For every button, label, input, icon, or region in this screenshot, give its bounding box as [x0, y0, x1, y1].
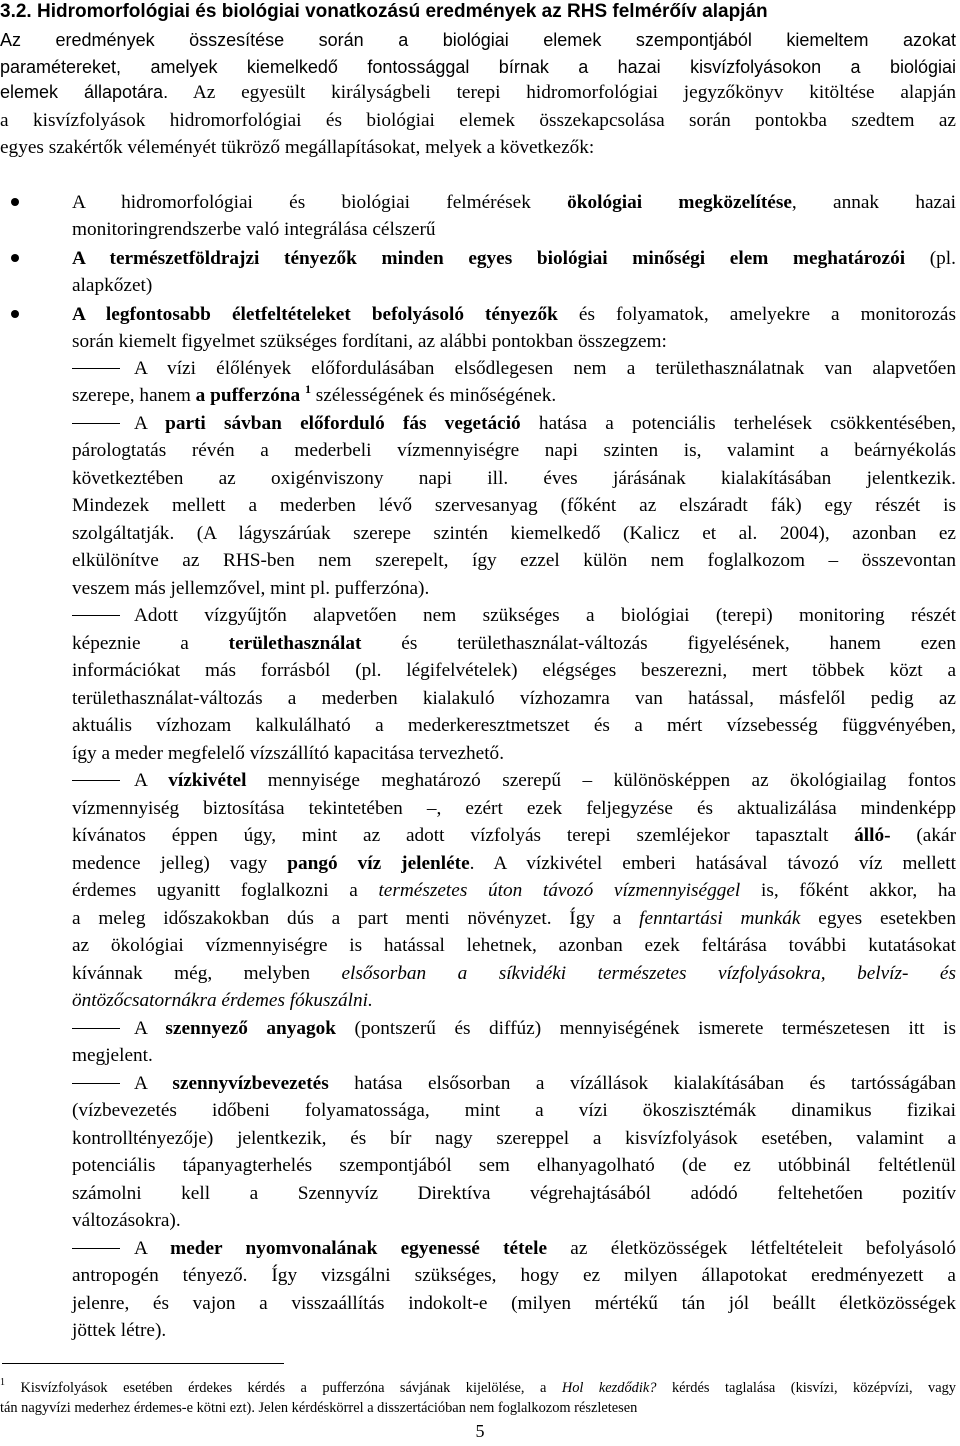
dash-icon: [72, 615, 120, 617]
dash-icon: [72, 423, 120, 425]
item-line: területhasználat-változás a mederben kialakuló vízhozamra van hatással, másfelől pedig az: [72, 688, 956, 709]
item-text: a meleg időszakokban dús a part menti növényzet. Így a: [72, 908, 622, 929]
item-bold: vízkivétel: [168, 770, 247, 791]
item-line: (vízbevezetés időbeni folyamatossága, mint a vízi ökoszisztémák dinamikus fizikai: [72, 1100, 956, 1121]
dash-icon: [72, 1248, 120, 1250]
item-italic: fenntartási munkák: [639, 908, 801, 929]
item-line: változásokra).: [72, 1210, 181, 1231]
footnote-text: kérdés taglalása (kisvízi, középvízi, vagy: [671, 1380, 956, 1396]
item-text: szélességének és minőségének.: [315, 385, 557, 406]
bullet-icon: [11, 254, 19, 262]
bullet-bold: ökológiai megközelítése: [567, 192, 792, 213]
bullet-line: [72, 301, 956, 329]
item-text: (akár: [916, 825, 956, 846]
item-line: [72, 630, 956, 658]
item-text: is, főként akkor, ha: [760, 880, 957, 901]
item-text: az életközösségek létfeltételeit befolyásoló: [570, 1238, 956, 1259]
dash-icon: [72, 1083, 120, 1085]
item-line: [72, 1070, 956, 1098]
item-line: [72, 767, 956, 795]
item-text: . A vízkivétel emberi hatásával távozó víz mellett: [469, 853, 956, 874]
item-text: A vízi élőlények előfordulásában elsődlegesen nem a területhasználatnak van alapvetően: [134, 358, 956, 379]
section-heading: [0, 0, 960, 24]
dash-icon: [72, 780, 120, 782]
item-line: számolni kell a Szennyvíz Direktíva végrehajtásából adódó feltehetően pozitív: [72, 1183, 956, 1204]
item-text: A: [134, 413, 147, 434]
item-text: mennyisége meghatározó szerepű – különösképpen az ökológiailag fontos: [267, 770, 956, 791]
item-line: [72, 905, 956, 933]
item-bold: parti sávban előforduló fás vegetáció: [165, 413, 521, 434]
item-italic: természetes úton távozó vízmennyiséggel: [378, 880, 741, 901]
item-text: egyes esetekben: [818, 908, 956, 929]
item-text: A: [134, 1238, 147, 1259]
item-bold: szennyező anyagok: [165, 1018, 337, 1039]
item-line: párologtatás révén a mederbeli vízmennyiségre napi szinten is, valamint a beárnyékolás: [72, 440, 956, 461]
bullet-line: során kiemelt figyelmet szükséges fordítani, az alábbi pontokban összegzem:: [72, 331, 667, 352]
section-number: 3.2.: [0, 1, 32, 22]
bullet-icon: [11, 198, 19, 206]
item-line: [72, 1015, 956, 1043]
item-text: A: [134, 1073, 147, 1094]
bullet-line: [72, 189, 956, 217]
item-text: érdemes ugyanitt foglalkozni a: [72, 880, 358, 901]
item-line: [72, 850, 956, 878]
item-line: [72, 822, 956, 850]
intro-line: paramétereket, amelyek kiemelkedő fontossággal bírnak a hazai kisvízfolyásokon a biológiai: [0, 57, 956, 77]
item-bold: pangó víz jelenléte: [287, 853, 470, 874]
footnote-italic: Hol kezdődik?: [561, 1380, 657, 1396]
bullet-line: monitoringrendszerbe való integrálása célszerű: [72, 219, 436, 240]
item-text: (pontszerű és diffúz) mennyiségének ismerete természetesen itt is: [354, 1018, 956, 1039]
item-line: [72, 877, 956, 905]
bullet-text: A hidromorfológiai és biológiai felmérések: [72, 192, 531, 213]
item-line: szolgáltatják. (A lágyszárúak szerepe szintén kiemelkedő (Kalicz et al. 2004), azonban ez: [72, 523, 956, 544]
dash-icon: [72, 1028, 120, 1030]
bullet-text: (pl.: [929, 248, 956, 269]
item-line: következtében az oxigénviszony napi ill. éves járásának kialakításában jelentkezik.: [72, 468, 956, 489]
item-text: kívánatos éppen úgy, mint az adott vízfolyás terepi szemléjekor tapasztalt: [72, 825, 829, 846]
footnote-text: Kisvízfolyások esetében érdekes kérdés a pufferzóna sávjának kijelölése, a: [20, 1380, 547, 1396]
intro-line: Az eredmények összesítése során a biológiai elemek szempontjából kiemeltem azokat: [0, 30, 956, 50]
footnote-divider: [2, 1363, 284, 1364]
page-number: 5: [475, 1421, 485, 1441]
footnote-line: [0, 1378, 956, 1398]
item-line: aktuális vízhozam kalkulálható a mederkeresztmetszet és a mért vízsebesség függvényében,: [72, 715, 956, 736]
intro-line: [0, 79, 956, 107]
bullet-text: , annak hazai: [791, 192, 956, 213]
item-text: A: [134, 770, 147, 791]
intro-line: egyes szakértők véleményét tükröző megállapításokat, melyek a következők:: [0, 137, 595, 158]
item-line: jelenre, és vajon a visszaállítás indokolt-e (milyen mértékű tán jól beállt életközösségek: [72, 1293, 956, 1314]
item-line: információkat más forrásból (pl. légifelvételek) elégséges beszerezni, mert többek közt a: [72, 660, 956, 681]
section-title: Hidromorfológiai és biológiai vonatkozású eredmények az RHS felmérőív alapján: [36, 1, 768, 22]
item-italic: öntözőcsatornákra érdemes fókuszálni.: [72, 990, 373, 1011]
item-line: [72, 1235, 956, 1263]
item-line: vízmennyiség biztosítása tekintetében –, ezért ezek feljegyzése és aktualizálása mindenképp: [72, 798, 956, 819]
item-italic: elsősorban a síkvidéki természetes vízfolyásokra, belvíz- és: [341, 963, 956, 984]
bullet-line: alapkőzet): [72, 275, 153, 296]
item-text: hatása elsősorban a vízállások kialakításában és tartósságában: [354, 1073, 956, 1094]
intro-sans-part: elemek állapotára.: [0, 82, 169, 102]
item-text: Adott vízgyűjtőn alapvetően nem szükséges a biológiai (terepi) monitoring részét: [134, 605, 956, 626]
item-line: kontrolltényezője) jelentkezik, és bír nagy szereppel a kisvízfolyások esetében, valamint a: [72, 1128, 956, 1149]
item-line: így a meder megfelelő vízszállító kapacitása tervezhető.: [72, 743, 505, 764]
item-line: [72, 602, 956, 630]
intro-line: a kisvízfolyások hidromorfológiai és biológiai elemek összekapcsolása során pontokba szedtem az: [0, 110, 956, 131]
footnote-line: tán nagyvízi mederhez érdemes-e kötni ezt). Jelen kérdéskörrel a disszertációban nem foglalkozom részletesen: [0, 1400, 638, 1416]
bullet-bold: A természetföldrajzi tényezők minden egyes biológiai minőségi elem meghatározói: [72, 248, 906, 269]
item-text: hatása a potenciális terhelések csökkentésében,: [538, 413, 956, 434]
item-line: potenciális tápanyagterhelés szempontjából sem elhanyagolható (de ez utóbbinál feltétlenül: [72, 1155, 956, 1176]
item-line: az ökológiai vízmennyiségre is hatással lehetnek, azonban ezek feltárása további kutatásokat: [72, 935, 956, 956]
item-line: jöttek létre).: [72, 1320, 167, 1341]
item-bold: területhasználat: [228, 633, 362, 654]
item-bold: meder nyomvonalának egyenessé tétele: [170, 1238, 548, 1259]
item-line: megjelent.: [72, 1045, 153, 1066]
item-line: veszem más jellemzővel, mint pl. pufferzóna).: [72, 578, 430, 599]
bullet-icon: [11, 310, 19, 318]
item-line: [72, 410, 956, 438]
item-text: képeznie a: [72, 633, 189, 654]
footnote-mark: 1: [0, 1377, 5, 1389]
dash-icon: [72, 368, 120, 370]
item-text: szerepe, hanem: [72, 385, 191, 406]
item-line: [72, 382, 956, 410]
footnote-ref: 1: [304, 381, 311, 396]
bullet-text: és folyamatok, amelyekre a monitorozás: [578, 304, 956, 325]
item-bold: a pufferzóna: [195, 385, 301, 406]
item-bold: szennyvízbevezetés: [172, 1073, 329, 1094]
intro-serif-part: Az egyesült királyságbeli terepi hidromorfológiai jegyzőkönyv kitöltése alapján: [192, 82, 956, 103]
bullet-bold: A legfontosabb életfeltételeket befolyásoló tényezők: [72, 304, 558, 325]
item-text: kívánnak még, melyben: [72, 963, 311, 984]
item-line: elkülönítve az RHS-ben nem szerepelt, így ezzel külön nem foglalkozom – összevontan: [72, 550, 956, 571]
item-line: [72, 355, 956, 383]
bullet-line: [72, 245, 956, 273]
item-line: antropogén tényező. Így vizsgálni szükséges, hogy ez milyen állapotokat eredményezett a: [72, 1265, 956, 1286]
item-line: [72, 987, 956, 1015]
item-text: és területhasználat-változás figyelésének, hanem ezen: [401, 633, 956, 654]
item-line: [72, 960, 956, 988]
item-text: medence jelleg) vagy: [72, 853, 268, 874]
item-text: A: [134, 1018, 147, 1039]
item-line: Mindezek mellett a mederben lévő szervesanyag (főként az elszáradt fák) egy részét is: [72, 495, 956, 516]
item-bold: álló-: [854, 825, 891, 846]
